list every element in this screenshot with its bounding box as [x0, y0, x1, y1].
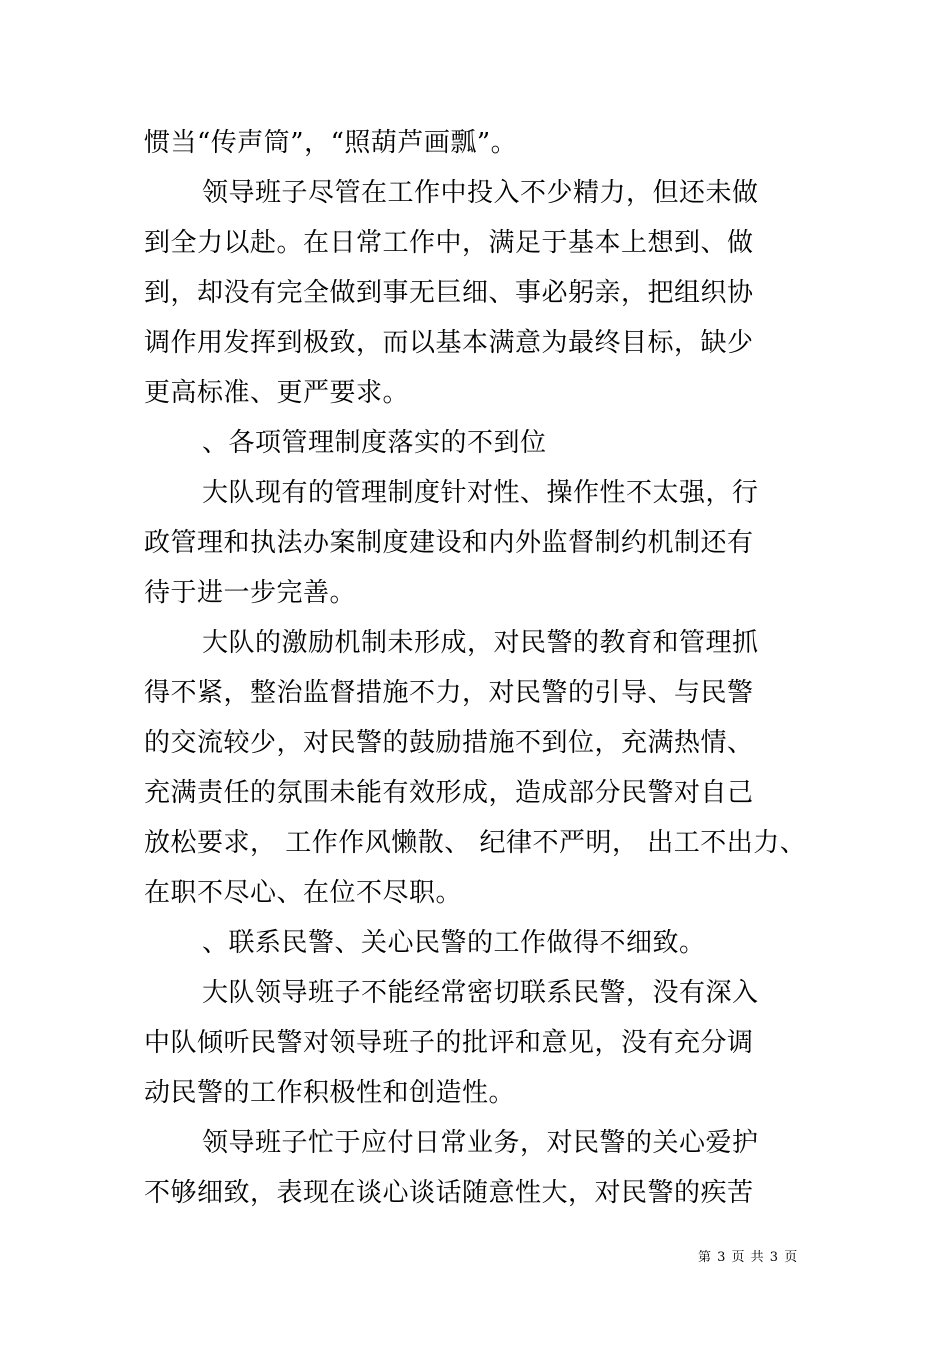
section-heading: 、联系民警、关心民警的工作做得不细致。: [202, 928, 706, 958]
page-number: 第 3 页 共 3 页: [698, 1250, 799, 1265]
text-line: 在职不尽心、在位不尽职。: [144, 878, 463, 908]
paragraph-first-line: 大队领导班子不能经常密切联系民警，没有深入: [202, 978, 759, 1008]
text-line: 惯当“传声筒”，“照葫芦画瓢”。: [144, 128, 518, 158]
text-line: 更高标准、更严要求。: [144, 378, 410, 408]
paragraph-first-line: 大队现有的管理制度针对性、操作性不太强，行: [202, 478, 759, 508]
text-line: 得不紧，整治监督措施不力，对民警的引导、与民警: [144, 678, 754, 708]
text-line: 充满责任的氛围未能有效形成，造成部分民警对自己: [144, 778, 754, 808]
text-line: 调作用发挥到极致，而以基本满意为最终目标，缺少: [144, 328, 754, 358]
text-line: 动民警的工作积极性和创造性。: [144, 1078, 516, 1108]
text-line: 到，却没有完全做到事无巨细、事必躬亲，把组织协: [144, 278, 754, 308]
paragraph-first-line: 领导班子尽管在工作中投入不少精力，但还未做: [202, 178, 759, 208]
paragraph-first-line: 领导班子忙于应付日常业务，对民警的关心爱护: [202, 1128, 759, 1158]
text-line: 到全力以赴。在日常工作中，满足于基本上想到、做: [144, 228, 754, 258]
section-heading: 、各项管理制度落实的不到位: [202, 428, 547, 458]
text-line: 政管理和执法办案制度建设和内外监督制约机制还有: [144, 528, 754, 558]
text-line: 不够细致，表现在谈心谈话随意性大，对民警的疾苦: [144, 1178, 754, 1208]
paragraph-first-line: 大队的激励机制未形成，对民警的教育和管理抓: [202, 628, 759, 658]
text-line: 待于进一步完善。: [144, 578, 357, 608]
text-line: 放松要求， 工作作风懒散、 纪律不严明， 出工不出力、: [144, 828, 807, 858]
text-line: 中队倾听民警对领导班子的批评和意见，没有充分调: [144, 1028, 754, 1058]
text-line: 的交流较少，对民警的鼓励措施不到位，充满热情、: [144, 728, 754, 758]
